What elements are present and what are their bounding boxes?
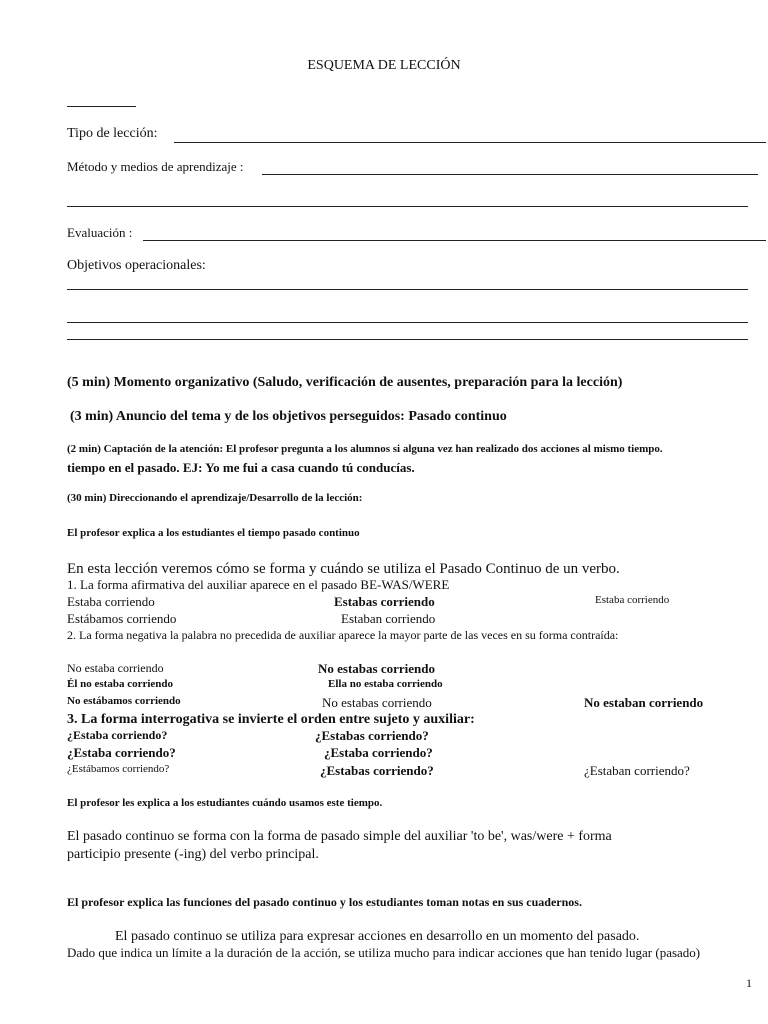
formation-line-2: participio presente (-ing) del verbo principal. — [67, 847, 319, 862]
affirmative-cell: Estaba corriendo — [67, 594, 155, 609]
negative-cell: No estabas corriendo — [318, 661, 435, 676]
lesson-intro: En esta lección veremos cómo se forma y cuándo se utiliza el Pasado Continuo de un verbo. — [67, 561, 620, 577]
teacher-explains-tense: El profesor explica a los estudiantes el tiempo pasado continuo — [67, 527, 360, 539]
objetivos-line-2 — [67, 322, 748, 323]
interrogative-cell: ¿Estaban corriendo? — [584, 763, 690, 778]
evaluacion-line — [143, 240, 766, 241]
interrogative-cell: ¿Estabas corriendo? — [315, 728, 429, 743]
page-number: 1 — [746, 976, 752, 990]
negative-cell: No estaban corriendo — [584, 695, 704, 710]
negative-cell: Él no estaba corriendo — [67, 678, 174, 690]
point-affirmative: 1. La forma afirmativa del auxiliar aparece en el pasado BE-WAS/WERE — [67, 577, 450, 592]
stage-direccionando: (30 min) Direccionando el aprendizaje/Desarrollo de la lección: — [67, 492, 363, 504]
teacher-explains-when: El profesor les explica a los estudiantes cuándo usamos este tiempo. — [67, 797, 383, 809]
teacher-explains-functions: El profesor explica las funciones del pasado continuo y los estudiantes toman notas en sus cuadernos. — [67, 895, 582, 909]
date-line — [67, 106, 136, 107]
tipo-line — [174, 142, 766, 143]
page-title: ESQUEMA DE LECCIÓN — [307, 58, 461, 73]
affirmative-cell: Estábamos corriendo — [67, 611, 177, 626]
interrogative-cell: ¿Estábamos corriendo? — [67, 763, 170, 775]
negative-cell: No estabas corriendo — [322, 695, 432, 710]
negative-cell: No estábamos corriendo — [67, 695, 181, 707]
objetivos-line-1 — [67, 289, 748, 290]
usage-line-1: El pasado continuo se utiliza para expresar acciones en desarrollo en un momento del pasado. — [115, 929, 640, 944]
point-interrogative: 3. La forma interrogativa se invierte el orden entre sujeto y auxiliar: — [67, 712, 475, 727]
formation-line-1: El pasado continuo se forma con la forma de pasado simple del auxiliar 'to be', was/were + forma — [67, 829, 612, 844]
interrogative-cell: ¿Estabas corriendo? — [320, 763, 434, 778]
metodo-label: Método y medios de aprendizaje : — [67, 159, 244, 174]
usage-line-2: Dado que indica un límite a la duración de la acción, se utiliza mucho para indicar acciones que han tenido lugar (pasado) — [67, 945, 701, 960]
objetivos-label: Objetivos operacionales: — [67, 258, 206, 273]
stage-captacion: (2 min) Captación de la atención: El profesor pregunta a los alumnos si alguna vez han realizado dos acciones al mismo tiempo. — [67, 443, 663, 455]
stage-organizativo: (5 min) Momento organizativo (Saludo, verificación de ausentes, preparación para la lección) — [67, 375, 623, 390]
negative-cell: No estaba corriendo — [67, 661, 164, 675]
affirmative-cell: Estaban corriendo — [341, 611, 436, 626]
evaluacion-label: Evaluación : — [67, 225, 133, 240]
stage-captacion-example: tiempo en el pasado. EJ: Yo me fui a casa cuando tú conducías. — [67, 460, 415, 475]
stage-anuncio: (3 min) Anuncio del tema y de los objetivos perseguidos: Pasado continuo — [70, 409, 507, 424]
interrogative-cell: ¿Estaba corriendo? — [67, 745, 176, 760]
metodo-line-2 — [67, 206, 748, 207]
affirmative-cell: Estabas corriendo — [334, 594, 435, 609]
point-negative: 2. La forma negativa la palabra no precedida de auxiliar aparece la mayor parte de las veces en su forma contraída: — [67, 628, 619, 642]
metodo-line — [262, 174, 758, 175]
interrogative-cell: ¿Estaba corriendo? — [67, 728, 168, 742]
objetivos-line-3 — [67, 339, 748, 340]
interrogative-cell: ¿Estaba corriendo? — [324, 745, 433, 760]
affirmative-cell: Estaba corriendo — [595, 594, 670, 606]
negative-cell: Ella no estaba corriendo — [328, 678, 443, 690]
tipo-label: Tipo de lección: — [67, 126, 158, 141]
